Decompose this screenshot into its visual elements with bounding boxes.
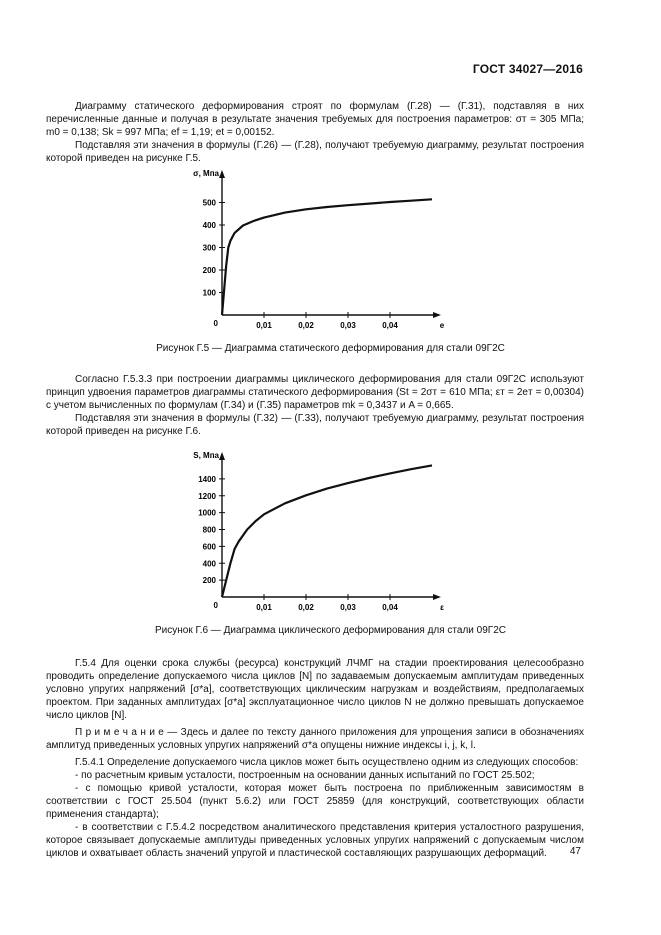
x-tick-label: 0,03 — [340, 321, 356, 330]
text-block-lifetime — [46, 657, 584, 860]
y-tick-label: 200 — [202, 576, 216, 586]
y-tick-label: 400 — [202, 221, 216, 230]
y-axis-arrow — [219, 170, 225, 178]
x-axis-label: e — [439, 321, 445, 330]
text-block-static — [46, 100, 584, 165]
figure-g6-caption: Рисунок Г.6 — Диаграмма циклического деформирования для стали 09Г2С — [155, 625, 506, 636]
figure-g6-chart — [170, 447, 470, 617]
y-tick-label: 600 — [202, 542, 216, 552]
paragraph-cyclic-result: Подставляя эти значения в формулы (Г.32) — (Г.33), получают требуемую диаграмму, результат построения которой приведен на рисунке Г.6. — [46, 413, 584, 437]
x-tick-label: 0,04 — [382, 321, 398, 330]
figure-g5-caption: Рисунок Г.5 — Диаграмма статического деформирования для стали 09Г2С — [156, 343, 505, 354]
y-tick-label: 500 — [202, 198, 216, 208]
text-block-cyclic — [46, 373, 584, 438]
fig5-series — [222, 199, 432, 315]
x-tick-label: 0,03 — [340, 603, 356, 612]
paragraph-static-params: Диаграмму статического деформирования строят по формулам (Г.28) — (Г.31), подставляя в них перечисленные данные и получая в результате значения требуемых для построения параметров: σт = 305 МПа; m0 = 0,138; Sk = 997 МПа; ef = 1,19; et = 0,00152. — [46, 101, 584, 138]
series-line-cyclic — [222, 465, 432, 597]
paragraph-static-result: Подставляя эти значения в формулы (Г.26) — (Г.28), получают требуемую диаграмму, результат построения которой приведен на рисунке Г.5. — [46, 140, 584, 164]
x-tick-label: 0,01 — [256, 321, 272, 330]
x-axis-arrow — [433, 594, 441, 600]
y-tick-label: 800 — [202, 525, 216, 535]
fig6-series — [222, 465, 432, 597]
figure-g5-chart — [170, 165, 470, 335]
origin-label: 0 — [213, 601, 218, 610]
y-tick-label: 200 — [202, 266, 216, 275]
y-tick-label: 1400 — [198, 474, 216, 484]
origin-label: 0 — [213, 319, 218, 328]
x-axis-arrow — [433, 312, 441, 318]
x-tick-label: 0,01 — [256, 603, 272, 612]
y-tick-label: 1200 — [198, 491, 216, 501]
y-tick-label: 300 — [202, 243, 216, 253]
page-number: 47 — [569, 846, 581, 857]
fig6-axes — [193, 451, 444, 612]
fig5-ticks — [203, 199, 399, 331]
x-tick-label: 0,04 — [382, 603, 398, 612]
fig5-axes — [193, 169, 445, 330]
y-tick-label: 1000 — [198, 508, 216, 518]
paragraph-g-5-4-1: Г.5.4.1 Определение допускаемого числа циклов может быть осуществлено одним из следующих способов: — [75, 757, 579, 768]
paragraph-cyclic-params: Согласно Г.5.3.3 при построении диаграммы циклического деформирования для стали 09Г2С используют принцип удвоения параметров диаграммы статического деформирования (St = 2σт = 610 МПа; εт = 2eт = 0,00304) с учетом вычисленных по формулам (Г.34) и (Г.35) параметров mk = 0,3437 и A = 0,665. — [46, 374, 584, 411]
x-tick-label: 0,02 — [298, 321, 314, 330]
x-axis-label: ε — [440, 603, 444, 612]
y-tick-label: 100 — [202, 288, 216, 298]
fig6-ticks — [198, 475, 398, 612]
list-item-method-3: - в соответствии с Г.5.4.2 посредством аналитического представления критерия усталостного разрушения, которое связывает допускаемые амплитуды приведенных условных упругих напряжений с допускаемым числом циклов и охватывает область значений упругой и пластической составляющих разрушающих деформаций. — [46, 822, 584, 859]
y-axis-label: S, Мпа — [193, 451, 219, 460]
paragraph-note: П р и м е ч а н и е — Здесь и далее по тексту данного приложения для упрощения записи в обозначениях амплитуд приведенных условных упругих напряжений σ*a опущены нижние индексы i, j, k, l. — [46, 727, 584, 751]
x-tick-label: 0,02 — [298, 603, 314, 612]
paragraph-g-5-4: Г.5.4 Для оценки срока службы (ресурса) конструкций ЛЧМГ на стадии проектирования целесообразно проводить определение допускаемого числа циклов [N] по задаваемым допускаемым амплитудам приведенных условно упругих напряжений [σ*a], соответствующих циклическим нагрузкам и воздействиям, предполагаемых проектом. При заданных амплитудах [σ*a] эксплуатационное число циклов N не должно превышать допускаемое число циклов [N]. — [46, 658, 584, 721]
y-tick-label: 400 — [202, 559, 216, 569]
document-header-id: ГОСТ 34027—2016 — [472, 62, 583, 76]
y-axis-arrow — [219, 452, 225, 460]
series-line-static — [222, 199, 432, 315]
list-item-method-2: - с помощью кривой усталости, которая может быть построена по приближенным зависимостям в соответствии с ГОСТ 25.504 (пункт 5.6.2) или ГОСТ 25859 (для конструкций, соответствующих области применения стандарта); — [46, 783, 584, 820]
y-axis-label: σ, Мпа — [193, 169, 219, 178]
list-item-method-1: - по расчетным кривым усталости, построенным на основании данных испытаний по ГОСТ 25.502; — [75, 770, 535, 781]
